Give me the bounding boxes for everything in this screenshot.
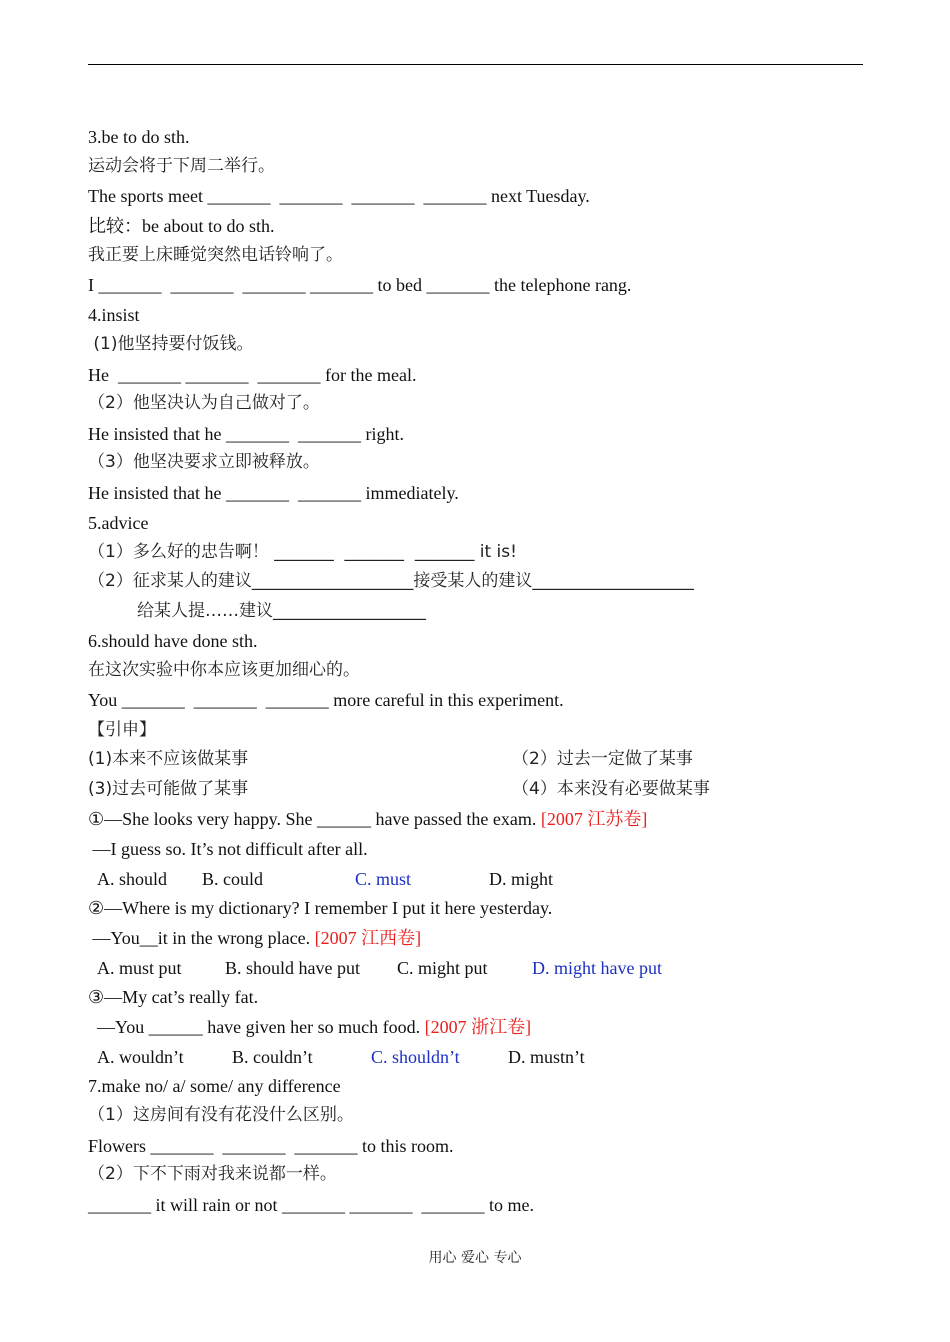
section-4-q1-cn: (1)他坚持要付饭钱。 [88, 334, 254, 354]
section-4-title: 4.insist [88, 305, 140, 325]
exercise-3-option-c: C. shouldn’t [371, 1047, 460, 1067]
extension-title: 【引申】 [88, 720, 156, 740]
exercise-1-source: [2007 江苏卷] [540, 809, 648, 829]
section-3-cn2: 我正要上床睡觉突然电话铃响了。 [88, 245, 343, 265]
extension-item-1: (1)本来不应该做某事 [88, 749, 249, 769]
exercise-1-reply: —I guess so. It’s not difficult after all. [88, 839, 368, 859]
exercise-1-option-a: A. should [97, 869, 168, 889]
section-4-q1-en: He _______ _______ _______ for the meal. [88, 365, 417, 385]
exercise-1-option-c: C. must [355, 869, 412, 889]
exercise-2-text: —You__it in the wrong place. [88, 928, 315, 948]
section-3-title: 3.be to do sth. [88, 127, 190, 147]
exercise-1-option-b: B. could [202, 869, 263, 889]
exercise-3-reply [88, 1016, 531, 1038]
exercise-1-text: ①—She looks very happy. She ______ have passed the exam. [88, 809, 541, 829]
exercise-2-reply [88, 927, 421, 949]
exercise-2-source: [2007 江西卷] [314, 928, 422, 948]
exercise-3-option-d: D. mustn’t [508, 1047, 585, 1067]
section-5-q2: （2）征求某人的建议___________________接受某人的建议___________________ [88, 571, 694, 591]
section-3-en2: I _______ _______ _______ _______ to bed _______ the telephone rang. [88, 275, 632, 295]
exercise-1-question [88, 808, 647, 830]
exercise-3-source: [2007 浙江卷] [424, 1017, 532, 1037]
extension-item-3: (3)过去可能做了某事 [88, 779, 249, 799]
section-7-q1-en: Flowers _______ _______ _______ to this room. [88, 1136, 454, 1156]
section-4-q3-en: He insisted that he _______ _______ immediately. [88, 483, 459, 503]
exercise-2-question: ②—Where is my dictionary? I remember I put it here yesterday. [88, 898, 553, 918]
section-4-q2-cn: （2）他坚决认为自己做对了。 [88, 393, 320, 413]
section-3-cn: 运动会将于下周二举行。 [88, 156, 275, 176]
exercise-3-option-a: A. wouldn’t [97, 1047, 184, 1067]
section-4-q2-en: He insisted that he _______ _______ right. [88, 424, 404, 444]
exercise-2-option-b: B. should have put [225, 958, 360, 978]
exercise-3-text: —You ______ have given her so much food. [88, 1017, 425, 1037]
section-7-title: 7.make no/ a/ some/ any difference [88, 1076, 341, 1096]
section-4-q3-cn: （3）他坚决要求立即被释放。 [88, 452, 320, 472]
extension-item-2: （2）过去一定做了某事 [512, 749, 693, 769]
section-5-q3: 给某人提……建议__________________ [137, 601, 426, 621]
section-3-compare: 比较：be about to do sth. [88, 216, 275, 236]
section-3-en: The sports meet _______ _______ _______ _______ next Tuesday. [88, 186, 590, 206]
exercise-3-question: ③—My cat’s really fat. [88, 987, 259, 1007]
exercise-2-option-d: D. might have put [532, 958, 662, 978]
section-7-q2-cn: （2）下不下雨对我来说都一样。 [88, 1164, 337, 1184]
section-6-title: 6.should have done sth. [88, 631, 258, 651]
section-5-title: 5.advice [88, 513, 149, 533]
extension-item-4: （4）本来没有必要做某事 [512, 779, 710, 799]
exercise-3-option-b: B. couldn’t [232, 1047, 313, 1067]
section-5-q1: （1）多么好的忠告啊！ _______ _______ _______ it is! [88, 542, 517, 562]
section-7-q2-en: _______ it will rain or not _______ _______ _______ to me. [88, 1195, 534, 1215]
exercise-1-option-d: D. might [489, 869, 554, 889]
section-7-q1-cn: （1）这房间有没有花没什么区别。 [88, 1105, 354, 1125]
exercise-2-option-a: A. must put [97, 958, 182, 978]
section-6-en: You _______ _______ _______ more careful in this experiment. [88, 690, 564, 710]
page-footer: 用心 爱心 专心 [428, 1250, 522, 1266]
header-rule [88, 64, 863, 65]
exercise-2-option-c: C. might put [397, 958, 488, 978]
section-6-cn: 在这次实验中你本应该更加细心的。 [88, 660, 360, 680]
